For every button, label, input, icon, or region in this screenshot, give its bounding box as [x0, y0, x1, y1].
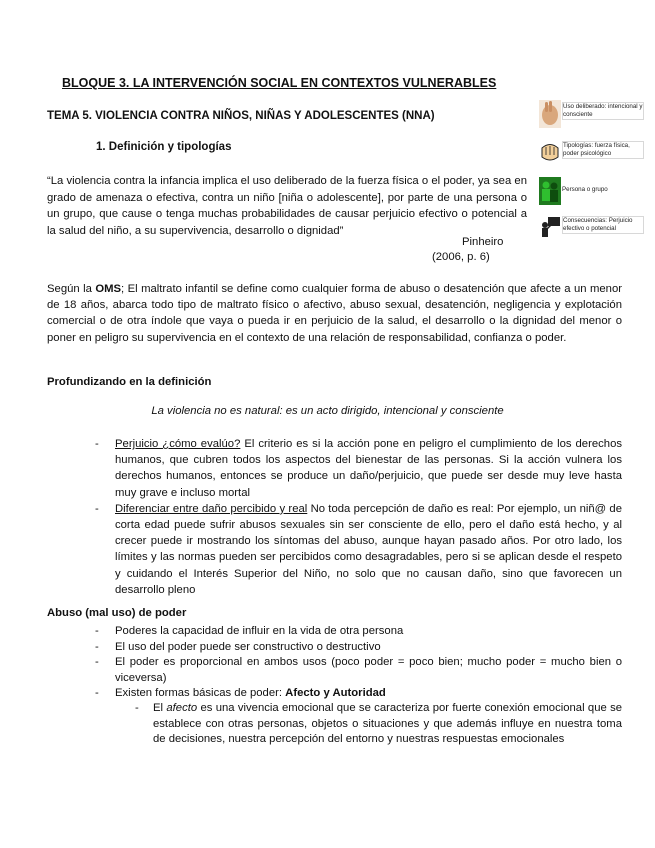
section-heading-deepening: Profundizando en la definición	[47, 376, 212, 388]
sidebar-item-group	[538, 176, 642, 206]
section-heading-definition: 1. Definición y tipologías	[96, 141, 232, 153]
fist-icon	[539, 139, 561, 167]
list-item: - El uso del poder puede ser constructivo o destructivo	[95, 640, 622, 656]
oms-paragraph: Según la OMS; El maltrato infantil se define como cualquier forma de abuso o desatención que afecte a un menor de 18 años, abarca todo tipo de maltrato físico o afectivo, abuso sexual, desatención, negligencia y explotación comercial o de otra índole que vaya o pueda ir en perjuicio de la salud, el desarrollo o la dignidad del menor o poner en peligro su supervivencia en el contexto de una relación de responsabilidad, confianza o poder.	[47, 283, 622, 344]
quote-author: Pinheiro	[462, 236, 504, 248]
definition-bullet-list	[95, 436, 622, 598]
quote-text: “La violencia contra la infancia implica el uso deliberado de la fuerza física o el poder, ya sea en grado de amenaza o efectiva, contra un niño [niña o adolescente], por parte de una persona o un grupo, que cause o tenga muchas probabilidades de causar perjuicio efectivo o potencial a la salud del niño, a su supervivencia, desarrollo o dignidad”	[47, 175, 527, 237]
quote-reference: (2006, p. 6)	[432, 251, 490, 263]
hand-icon	[539, 100, 561, 128]
power-bullet-list	[95, 624, 622, 702]
section-heading-power-abuse: Abuso (mal uso) de poder	[47, 607, 187, 619]
list-item: - El poder es proporcional en ambos usos (poco poder = poco bien; mucho poder = mucho bien o viceversa)	[95, 655, 622, 686]
list-item: - Poderes la capacidad de influir en la vida de otra persona	[95, 624, 622, 640]
group-icon	[539, 177, 561, 205]
topic-title: TEMA 5. VIOLENCIA CONTRA NIÑOS, NIÑAS Y ADOLESCENTES (NNA)	[47, 110, 435, 122]
italic-statement: La violencia no es natural: es un acto dirigido, intencional y consciente	[151, 405, 504, 417]
list-item: - Diferenciar entre daño percibido y real No toda percepción de daño es real: Por ejemplo, un niñ@ de corta edad puede sufrir abusos sexuales sin ser consciente de ello, pero el daño está hecho, y al crecer puede ir mostrando los síntomas del abuso, aunque hayan pasado años. Por otro lado, los límites y las normas pueden ser percibidos como desagradables, pero si se aplican desde el respeto y cuidando el Interés Superior del Niño, no solo que no causan daño, sino que favorecen un desarrollo pleno	[95, 501, 622, 598]
list-item: - Perjuicio ¿cómo evalúo? El criterio es si la acción pone en peligro el cumplimiento de los derechos humanos, que cubren todos los aspectos del bienestar de las personas. Si la acción vulnera los derechos humanos, entonces se produce un daño/perjuicio, que puede ser desde muy leve hasta muy grave e incluso mortal	[95, 436, 622, 501]
list-item: - El afecto es una vivencia emocional que se caracteriza por fuerte conexión emocional que se establece con otras personas, objetos o situaciones y que además influye en nuestra toma de decisiones, nuestra percepción del entorno y nuestras respuestas emocionales	[135, 701, 622, 748]
sidebar-item-deliberate	[538, 99, 642, 129]
sidebar-label: Tipologías: fuerza física, poder psicológico	[562, 141, 644, 159]
list-item: - Existen formas básicas de poder: Afecto y Autoridad	[95, 686, 622, 702]
sidebar-item-consequences	[538, 213, 642, 243]
sidebar-label: Consecuencias: Perjuicio efectivo o potencial	[562, 216, 644, 234]
sidebar-item-typologies	[538, 138, 642, 168]
person-sign-icon	[539, 214, 561, 242]
sidebar-label: Uso deliberado: intencional y consciente	[563, 103, 643, 118]
block-title: BLOQUE 3. LA INTERVENCIÓN SOCIAL EN CONTEXTOS VULNERABLES	[62, 76, 497, 90]
sidebar-label: Persona o grupo	[562, 186, 608, 193]
affect-sub-list	[135, 701, 622, 748]
